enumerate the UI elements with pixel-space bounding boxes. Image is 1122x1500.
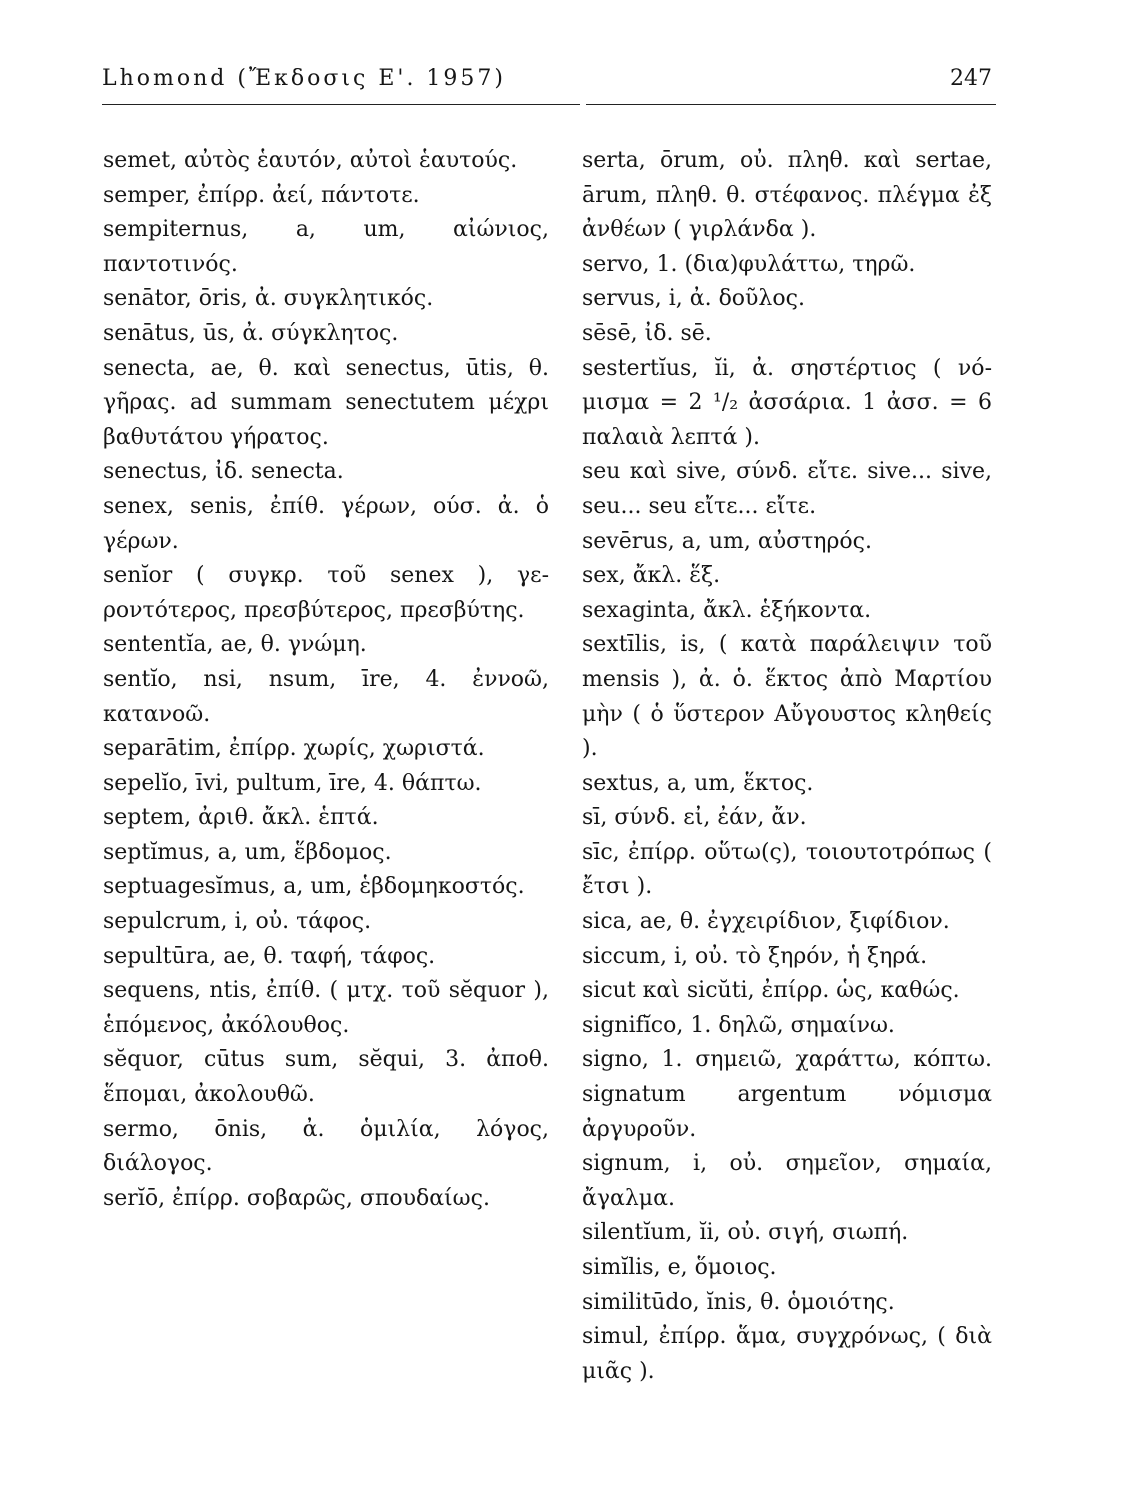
dictionary-entry: septem, ἀριθ. ἄκλ. ἑπτά. (103, 805, 379, 831)
dictionary-entry: sentĭo, nsi, nsum, īre, 4. ἐννοῶ, κατανοῶ. (103, 666, 549, 727)
dictionary-entry: sicut καὶ sicŭti, ἐπίρρ. ὡς, καθώς. (582, 978, 960, 1004)
dictionary-entry: sextus, a, um, ἕκτος. (582, 770, 814, 796)
dictionary-entry: simul, ἐπίρρ. ἅμα, συγχρόνως, ( διὰ μιᾶς ). (582, 1324, 992, 1384)
dictionary-entry: sententĭa, ae, θ. γνώμη. (103, 632, 367, 658)
dictionary-entry: siccum, i, οὐ. τὸ ξηρόν, ἡ ξηρά. (582, 943, 928, 969)
dictionary-entry: septĭmus, a, um, ἕβδομος. (103, 839, 392, 865)
dictionary-entry: sexaginta, ἄκλ. ἑξήκοντα. (582, 597, 872, 623)
left-column (103, 144, 549, 1216)
dictionary-entry: sevērus, a, um, αὐστηρός. (582, 528, 872, 554)
dictionary-entry: servo, 1. (δια)φυλάττω, τηρῶ. (582, 251, 916, 277)
dictionary-entry: senectus, ἰδ. senecta. (103, 459, 344, 485)
dictionary-entry: semper, ἐπίρρ. ἀεί, πάντοτε. (103, 182, 420, 208)
dictionary-entry: signifĭco, 1. δηλῶ, σημαίνω. (582, 1012, 895, 1038)
right-column (582, 144, 992, 1389)
dictionary-entry: senātus, ūs, ἀ. σύγκλητος. (103, 320, 399, 346)
dictionary-entry: sequens, ntis, ἐπίθ. ( μτχ. τοῦ sĕquor ), ἑπόμενος, ἀκόλουθος. (103, 978, 549, 1038)
dictionary-entry: simĭlis, e, ὅμοιος. (582, 1255, 777, 1280)
dictionary-entry: sex, ἄκλ. ἕξ. (582, 563, 721, 589)
dictionary-entry: senex, senis, ἐπίθ. γέρων, ούσ. ἀ. ὁ γέρων. (103, 493, 549, 554)
dictionary-entry: sica, ae, θ. ἐγχειρίδιον, ξιφίδιον. (582, 909, 950, 935)
dictionary-entry: servus, i, ἀ. δοῦλος. (582, 286, 805, 312)
dictionary-entry: semet, αὐτὸς ἑαυτόν, αὐτοὶ ἑαυτούς. (103, 148, 518, 173)
dictionary-entry: sēsē, ἰδ. sē. (582, 320, 712, 346)
dictionary-entry: silentĭum, ĭi, οὐ. σιγή, σιωπή. (582, 1220, 909, 1246)
running-title: Lhomond (Ἔκδοσις Ε'. 1957) (102, 66, 507, 91)
header-rule-right (586, 104, 996, 105)
dictionary-entry: serta, ōrum, οὐ. πληθ. καὶ sertae, ārum, πληθ. θ. στέφανος. πλέγμα ἐξ ἀνθέων ( γιρλάνδα ). (582, 148, 992, 243)
dictionary-entry: senĭor ( συγκρ. τοῦ senex ), γεροντότερος, πρεσβύτερος, πρεσβύτης. (103, 563, 549, 623)
dictionary-entry: sextīlis, is, ( κατὰ παράλειψιν τοῦ mensis ), ἀ. ὁ. ἕκτος ἀπὸ Μαρτίου μὴν ( ὁ ὕστερον Αὔγουστος κληθείς ). (582, 632, 992, 762)
page-number: 247 (950, 66, 992, 91)
dictionary-entry: sermo, ōnis, ἀ. ὁμιλία, λόγος, διάλογος. (103, 1116, 549, 1177)
dictionary-entry: sepulcrum, i, οὐ. τάφος. (103, 909, 372, 935)
dictionary-entry: septuagesĭmus, a, um, ἑβδομηκοστός. (103, 874, 525, 900)
dictionary-entry: sĕquor, cūtus sum, sĕqui, 3. ἀποθ. ἕπομαι, ἀκολουθῶ. (103, 1047, 549, 1108)
dictionary-entry: seu καὶ sive, σύνδ. εἴτε. sive... sive, seu... seu εἴτε... εἴτε. (582, 459, 992, 519)
dictionary-entry: serĭō, ἐπίρρ. σοβαρῶς, σπουδαίως. (103, 1185, 490, 1211)
dictionary-entry: sīc, ἐπίρρ. οὕτω(ς), τοιουτοτρόπως ( ἔτσι ). (582, 839, 992, 900)
dictionary-entry: sestertĭus, ĭi, ἀ. σηστέρτιος ( νόμισμα = 2 ¹/₂ ἀσσάρια. 1 ἀσσ. = 6 παλαιὰ λεπτά ). (582, 355, 992, 450)
dictionary-entry: sī, σύνδ. εἰ, ἐάν, ἄν. (582, 805, 807, 831)
dictionary-entry: sepelĭo, īvi, pultum, īre, 4. θάπτω. (103, 770, 482, 796)
dictionary-entry: senecta, ae, θ. καὶ senectus, ūtis, θ. γῆρας. ad summam senectutem μέχρι βαθυτάτου γήρατος. (103, 355, 549, 450)
dictionary-entry: separātim, ἐπίρρ. χωρίς, χωριστά. (103, 736, 485, 762)
page-header (102, 66, 994, 106)
dictionary-entry: senātor, ōris, ἀ. συγκλητικός. (103, 286, 434, 312)
dictionary-entry: similitūdo, ĭnis, θ. ὁμοιότης. (582, 1289, 895, 1315)
dictionary-entry: signum, i, οὐ. σημεῖον, σημαία, ἄγαλμα. (582, 1151, 992, 1211)
header-rule-left (102, 104, 580, 105)
dictionary-entry: signo, 1. σημειῶ, χαράττω, κόπτω. signatum argentum νόμισμα ἀργυροῦν. (582, 1047, 992, 1142)
dictionary-entry: sepultūra, ae, θ. ταφή, τάφος. (103, 943, 436, 969)
dictionary-entry: sempiternus, a, um, αἰώνιος, παντοτινός. (103, 217, 549, 277)
